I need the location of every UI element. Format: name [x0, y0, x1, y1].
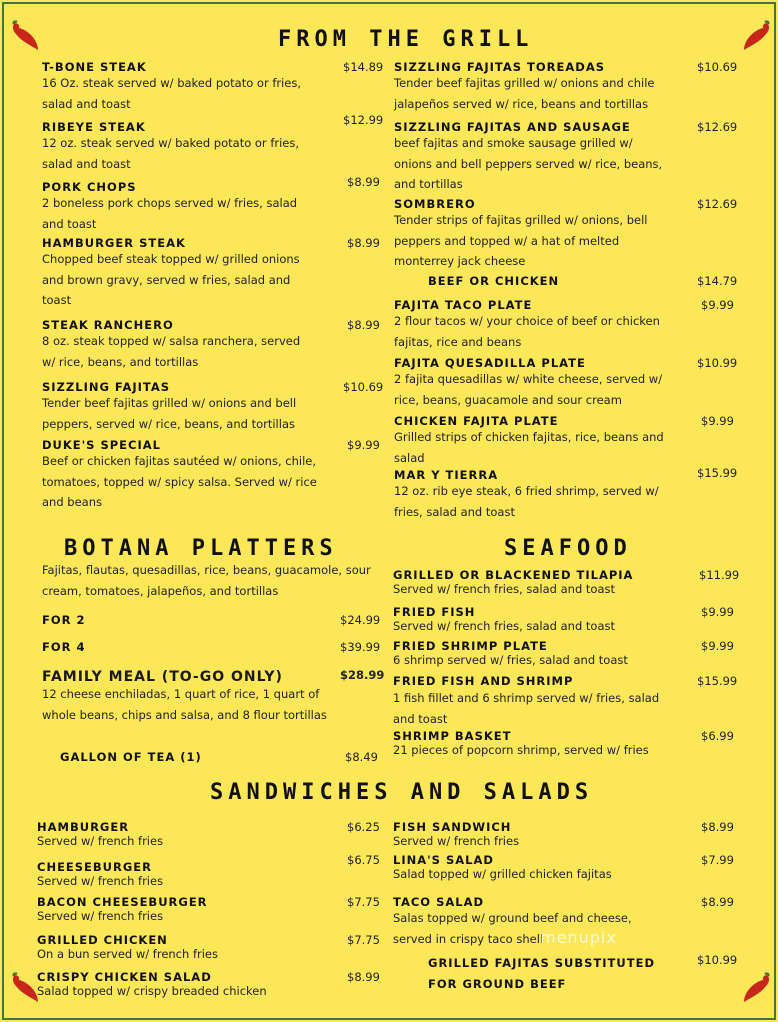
item-name: GRILLED FAJITAS SUBSTITUTED FOR GROUND BEEF — [428, 956, 655, 991]
item-price: $28.99 — [340, 668, 385, 682]
item-name: TACO SALAD — [393, 895, 485, 909]
item-description: Tender beef fajitas grilled w/ onions and bell peppers, served w/ rice, beans, and tortillas — [42, 396, 297, 431]
item-description: Salad topped w/ grilled chicken fajitas — [393, 867, 612, 881]
item-name: STEAK RANCHERO — [42, 318, 174, 332]
chili-pepper-icon — [740, 20, 774, 54]
item-price: $8.99 — [701, 895, 734, 909]
item-description: Grilled strips of chicken fajitas, rice, beans and salad — [394, 430, 664, 465]
item-description: 2 flour tacos w/ your choice of beef or chicken fajitas, rice and beans — [394, 314, 660, 349]
menu-item — [394, 414, 674, 468]
item-name: FOR 4 — [42, 640, 86, 654]
item-name: CRISPY CHICKEN SALAD — [37, 970, 212, 984]
item-price: $8.99 — [701, 820, 734, 834]
chili-pepper-icon — [740, 972, 774, 1006]
item-price: $8.99 — [347, 175, 380, 189]
item-price: $24.99 — [340, 613, 381, 627]
menu-item — [428, 953, 668, 995]
item-price: $10.69 — [343, 380, 384, 394]
menu-item — [394, 60, 669, 114]
menu-item — [42, 380, 312, 434]
item-name: GRILLED CHICKEN — [37, 933, 168, 947]
item-description: Served w/ french fries, salad and toast — [393, 619, 615, 633]
item-price: $6.25 — [347, 820, 380, 834]
item-price: $15.99 — [697, 674, 738, 688]
section-title-sandwiches: SANDWICHES AND SALADS — [210, 780, 594, 805]
item-price: $10.99 — [697, 953, 738, 967]
menu-item — [428, 274, 668, 288]
item-description: Served w/ french fries — [37, 834, 164, 848]
section-title-grill: FROM THE GRILL — [278, 27, 534, 52]
menu-item — [37, 820, 327, 848]
menu-item — [394, 468, 669, 522]
item-description: 12 oz. steak served w/ baked potato or fries, salad and toast — [42, 136, 300, 171]
item-name: SHRIMP BASKET — [393, 729, 512, 743]
menu-item — [393, 639, 693, 667]
section-title-botana: BOTANA PLATTERS — [64, 536, 338, 561]
item-name: T-BONE STEAK — [42, 60, 147, 74]
menu-item — [393, 729, 693, 757]
item-description: 21 pieces of popcorn shrimp, served w/ fries — [393, 743, 649, 757]
item-price: $8.99 — [347, 970, 380, 984]
menu-item — [42, 120, 312, 174]
item-description: 12 cheese enchiladas, 1 quart of rice, 1 quart of whole beans, chips and salsa, and 8 flour tortillas — [42, 687, 327, 722]
item-description: Salad topped w/ crispy breaded chicken — [37, 984, 267, 998]
menu-item — [42, 669, 332, 725]
item-price: $7.75 — [347, 895, 380, 909]
item-name: FAMILY MEAL (TO-GO ONLY) — [42, 669, 283, 685]
item-price: $11.99 — [699, 568, 740, 582]
menu-item — [60, 750, 202, 764]
item-name: SIZZLING FAJITAS TOREADAS — [394, 60, 606, 74]
menu-item — [394, 197, 669, 272]
item-name: BEEF OR CHICKEN — [428, 274, 560, 288]
item-description: Served w/ french fries — [393, 834, 520, 848]
item-price: $6.99 — [701, 729, 734, 743]
item-price: $10.69 — [697, 60, 738, 74]
item-name: SIZZLING FAJITAS — [42, 380, 171, 394]
menu-item — [37, 933, 327, 961]
item-price: $12.69 — [697, 120, 738, 134]
item-price: $8.49 — [345, 750, 378, 764]
item-name: HAMBURGER — [37, 820, 130, 834]
item-description: On a bun served w/ french fries — [37, 947, 218, 961]
item-description: beef fajitas and smoke sausage grilled w/ onions and bell peppers served w/ rice, beans, and tortillas — [394, 136, 663, 191]
item-price: $9.99 — [701, 414, 734, 428]
item-name: FRIED FISH — [393, 605, 476, 619]
item-price: $8.99 — [347, 236, 380, 250]
item-name: PORK CHOPS — [42, 180, 137, 194]
item-description: Served w/ french fries — [37, 874, 164, 888]
item-description: Served w/ french fries, salad and toast — [393, 582, 615, 596]
menu-item — [37, 895, 327, 923]
item-description: Chopped beef steak topped w/ grilled onions and brown gravy, served w fries, salad and toast — [42, 252, 300, 307]
menu-item — [42, 438, 317, 513]
item-price: $7.99 — [701, 853, 734, 867]
item-description: Beef or chicken fajitas sautéed w/ onions, chile, tomatoes, topped w/ spicy salsa. Served w/ rice and beans — [42, 454, 317, 509]
menu-item — [42, 180, 312, 234]
item-price: $10.99 — [697, 356, 738, 370]
menu-item — [393, 820, 683, 848]
item-description: 1 fish fillet and 6 shrimp served w/ fries, salad and toast — [393, 691, 660, 726]
item-name: DUKE'S SPECIAL — [42, 438, 161, 452]
item-description: Tender beef fajitas grilled w/ onions and chile jalapeños served w/ rice, beans and tortillas — [394, 76, 655, 111]
menu-item — [394, 120, 674, 195]
item-name: SIZZLING FAJITAS AND SAUSAGE — [394, 120, 631, 134]
item-price: $12.99 — [343, 113, 384, 127]
item-name: BACON CHEESEBURGER — [37, 895, 208, 909]
item-price: $6.75 — [347, 853, 380, 867]
item-name: CHICKEN FAJITA PLATE — [394, 414, 559, 428]
menu-item — [37, 860, 327, 888]
item-price: $12.69 — [697, 197, 738, 211]
item-description: Salas topped w/ ground beef and cheese, served in crispy taco shell — [393, 911, 632, 946]
item-price: $15.99 — [697, 466, 738, 480]
item-price: $9.99 — [701, 639, 734, 653]
menu-item — [42, 613, 86, 627]
item-name: FAJITA TACO PLATE — [394, 298, 533, 312]
item-name: FOR 2 — [42, 613, 86, 627]
item-price: $14.79 — [697, 274, 738, 288]
menu-item — [42, 60, 312, 114]
item-name: CHEESEBURGER — [37, 860, 153, 874]
item-description: 2 fajita quesadillas w/ white cheese, served w/ rice, beans, guacamole and sour cream — [394, 372, 663, 407]
item-name: FRIED SHRIMP PLATE — [393, 639, 548, 653]
menu-item — [394, 356, 669, 410]
item-price: $9.99 — [701, 605, 734, 619]
menu-item — [393, 853, 683, 881]
menu-item — [393, 674, 668, 729]
item-price: $9.99 — [701, 298, 734, 312]
item-name: LINA'S SALAD — [393, 853, 494, 867]
item-price: $14.89 — [343, 60, 384, 74]
item-description: 8 oz. steak topped w/ salsa ranchera, served w/ rice, beans, and tortillas — [42, 334, 301, 369]
item-price: $8.99 — [347, 318, 380, 332]
item-name: FISH SANDWICH — [393, 820, 512, 834]
menu-item — [42, 318, 312, 372]
item-price: $7.75 — [347, 933, 380, 947]
item-name: GALLON OF TEA (1) — [60, 750, 202, 764]
item-description: 6 shrimp served w/ fries, salad and toast — [393, 653, 628, 667]
item-name: FAJITA QUESADILLA PLATE — [394, 356, 586, 370]
menu-item — [42, 236, 312, 311]
watermark: menupix — [540, 928, 617, 947]
item-description: Served w/ french fries — [37, 909, 164, 923]
item-name: HAMBURGER STEAK — [42, 236, 186, 250]
item-description: Tender strips of fajitas grilled w/ onions, bell peppers and topped w/ a hat of melted monterrey jack cheese — [394, 213, 648, 268]
section-title-seafood: SEAFOOD — [504, 536, 632, 561]
item-name: MAR Y TIERRA — [394, 468, 499, 482]
item-name: GRILLED OR BLACKENED TILAPIA — [393, 568, 634, 582]
botana-intro — [42, 561, 377, 601]
item-description: Fajitas, flautas, quesadillas, rice, beans, guacamole, sour cream, tomatoes, jalapeños, and tortillas — [42, 563, 371, 598]
chili-pepper-icon — [8, 20, 42, 54]
menu-item — [393, 605, 693, 633]
menu-item — [394, 298, 669, 352]
menu-item — [37, 970, 337, 998]
item-price: $39.99 — [340, 640, 381, 654]
item-price: $9.99 — [347, 438, 380, 452]
item-description: 12 oz. rib eye steak, 6 fried shrimp, served w/ fries, salad and toast — [394, 484, 659, 519]
item-description: 2 boneless pork chops served w/ fries, salad and toast — [42, 196, 298, 231]
item-name: SOMBRERO — [394, 197, 476, 211]
menu-item — [393, 568, 693, 596]
item-name: FRIED FISH AND SHRIMP — [393, 674, 574, 688]
item-description: 16 Oz. steak served w/ baked potato or fries, salad and toast — [42, 76, 302, 111]
item-name: RIBEYE STEAK — [42, 120, 146, 134]
menu-item — [42, 640, 86, 654]
